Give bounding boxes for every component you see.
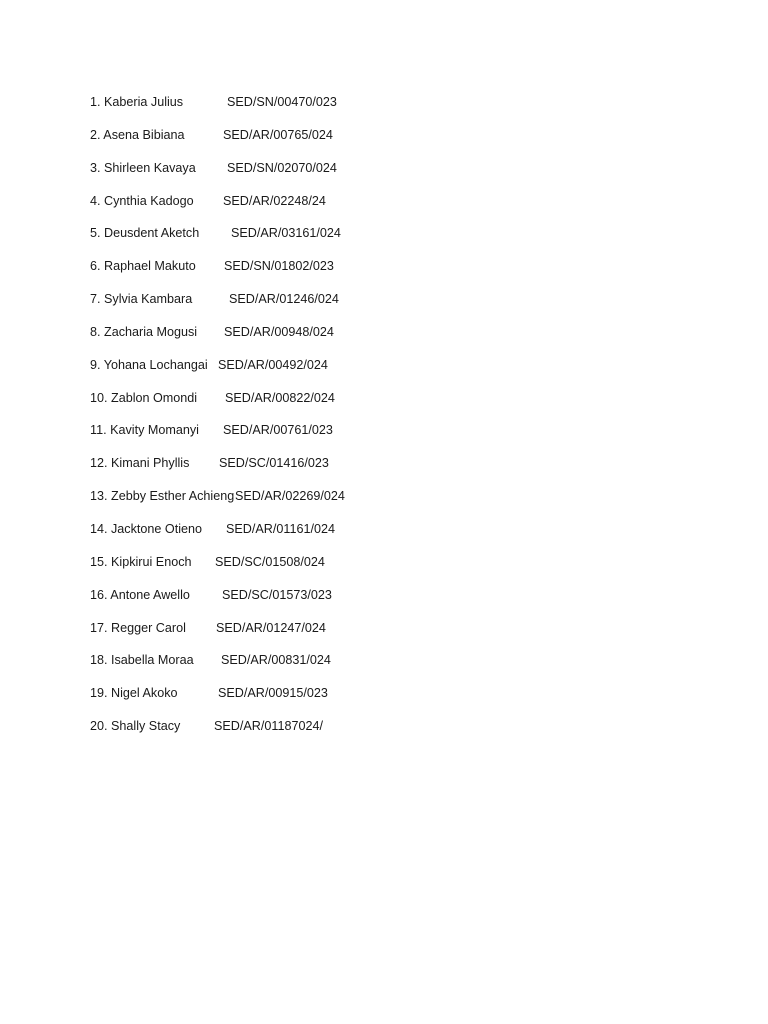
student-name: 1. Kaberia Julius (90, 95, 184, 109)
registration-number: SED/AR/00948/024 (224, 324, 334, 339)
student-name: 14. Jacktone Otieno (90, 521, 203, 536)
student-name: 18. Isabella Moraa (90, 653, 194, 668)
student-name: 16. Antone Awello (90, 587, 190, 602)
student-name: 20. Shally Stacy (90, 719, 181, 734)
registration-number: SED/AR/01246/024 (229, 292, 339, 307)
student-name: 10. Zablon Omondi (90, 390, 198, 405)
student-name: 3. Shirleen Kavaya (90, 160, 196, 175)
registration-number: SED/AR/00822/024 (225, 390, 335, 405)
registration-number: SED/AR/02269/024 (235, 489, 345, 504)
registration-number: SED/AR/00492/024 (218, 357, 328, 372)
student-name: 19. Nigel Akoko (90, 686, 178, 701)
registration-number: SED/AR/00761/023 (223, 423, 333, 438)
registration-number: SED/SC/01573/023 (222, 587, 332, 602)
registration-number: SED/AR/01187024/ (214, 719, 323, 734)
registration-number: SED/SN/00470/023 (227, 95, 337, 109)
student-name: 12. Kimani Phyllis (90, 456, 190, 471)
registration-number: SED/SC/01508/024 (215, 554, 325, 569)
registration-number: SED/AR/00831/024 (221, 653, 331, 668)
registration-number: SED/AR/03161/024 (231, 226, 341, 241)
student-name: 5. Deusdent Aketch (90, 226, 200, 241)
registration-number: SED/AR/01247/024 (216, 620, 326, 635)
student-name: 4. Cynthia Kadogo (90, 193, 194, 208)
student-name: 7. Sylvia Kambara (90, 292, 193, 307)
student-name: 6. Raphael Makuto (90, 259, 196, 274)
registration-number: SED/SN/02070/024 (227, 160, 337, 175)
student-name: 11. Kavity Momanyi (90, 423, 199, 438)
student-name: 13. Zebby Esther Achieng (90, 489, 235, 504)
student-name: 17. Regger Carol (90, 620, 186, 635)
registration-number: SED/AR/02248/24 (223, 193, 326, 208)
registration-number: SED/AR/00765/024 (223, 127, 333, 142)
registration-number: SED/SC/01416/023 (219, 456, 329, 471)
student-name: 9. Yohana Lochangai (90, 357, 208, 372)
registration-number: SED/AR/00915/023 (218, 686, 328, 701)
student-name: 15. Kipkirui Enoch (90, 554, 192, 569)
student-name: 8. Zacharia Mogusi (90, 324, 198, 339)
student-name: 2. Asena Bibiana (90, 127, 185, 142)
registration-number: SED/AR/01161/024 (226, 521, 335, 536)
registration-number: SED/SN/01802/023 (224, 259, 334, 274)
